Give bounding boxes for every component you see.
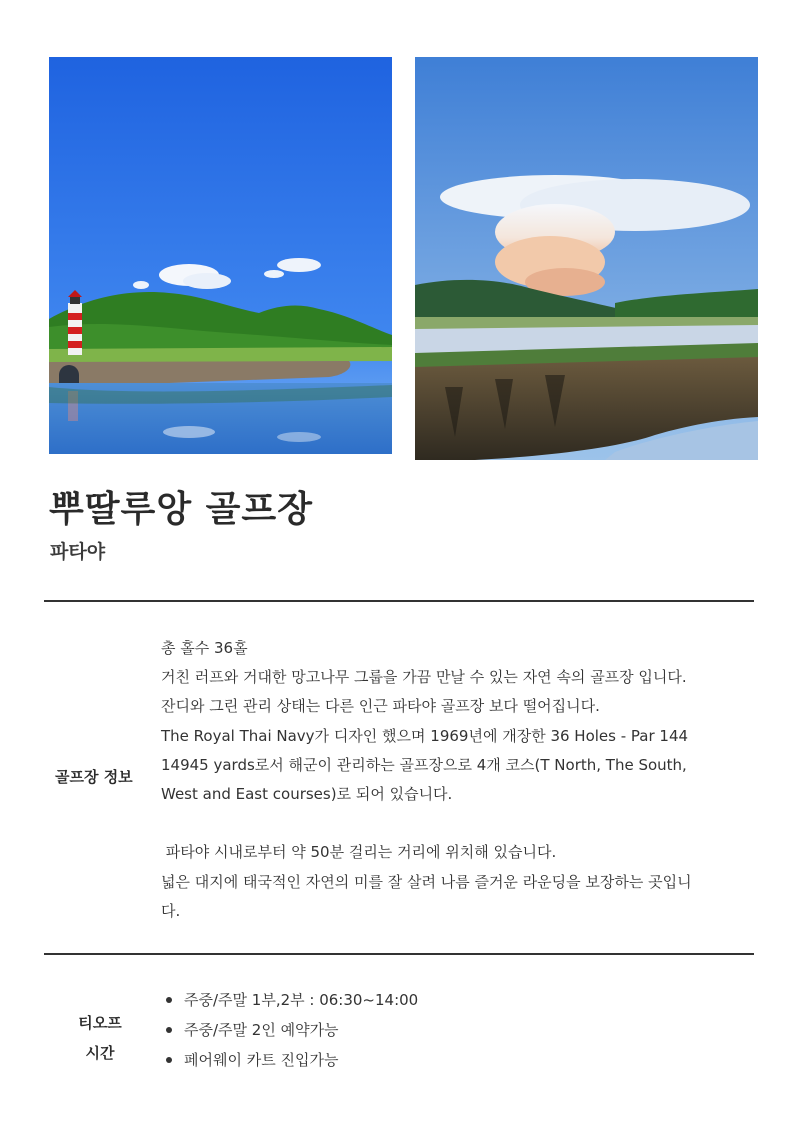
section-divider-top bbox=[44, 600, 754, 602]
teeoff-item-text: 페어웨이 카트 진입가능 bbox=[184, 1051, 339, 1069]
course-info-label: 골프장 정보 bbox=[55, 768, 133, 786]
teeoff-info-list bbox=[164, 985, 418, 1075]
info-line: 거친 러프와 거대한 망고나무 그룹을 가끔 만날 수 있는 자연 속의 골프장 입니다. bbox=[161, 668, 687, 687]
info-line: West and East courses)로 되어 있습니다. bbox=[161, 785, 453, 804]
section-divider-bottom bbox=[44, 953, 754, 955]
info-blank-line bbox=[161, 809, 751, 838]
info-line: 14945 yards로서 해군이 관리하는 골프장으로 4개 코스(T North, The South, bbox=[161, 755, 687, 774]
teeoff-item-text: 주중/주말 1부,2부 : 06:30~14:00 bbox=[184, 991, 419, 1009]
bullet-icon bbox=[166, 1057, 172, 1063]
info-line: 잔디와 그린 관리 상태는 다른 인근 파타야 골프장 보다 떨어집니다. bbox=[161, 697, 600, 716]
lighthouse-scene-image bbox=[49, 57, 392, 454]
page-subtitle-location: 파타야 bbox=[50, 541, 106, 563]
info-line: 넓은 대지에 태국적인 자연의 미를 잘 살려 나름 즐거운 라운딩을 보장하는 곳입니 bbox=[161, 872, 692, 891]
page-title: 뿌딸루앙 골프장 bbox=[49, 489, 313, 530]
golf-course-lake-photo bbox=[415, 57, 758, 460]
list-item bbox=[164, 1015, 418, 1045]
info-line: 총 홀수 36홀 bbox=[161, 639, 248, 657]
lake-cloud-scene-image bbox=[415, 57, 758, 460]
teeoff-item-text: 주중/주말 2인 예약가능 bbox=[184, 1021, 339, 1039]
bullet-icon bbox=[166, 1027, 172, 1033]
teeoff-label-line1: 티오프 bbox=[78, 1014, 122, 1032]
info-line: 다. bbox=[161, 901, 181, 920]
teeoff-label-line2: 시간 bbox=[85, 1044, 115, 1062]
list-item bbox=[164, 1045, 418, 1075]
bullet-icon bbox=[166, 997, 172, 1003]
course-info-text bbox=[161, 634, 751, 926]
info-line: The Royal Thai Navy가 디자인 했으며 1969년에 개장한 36 Holes - Par 144 bbox=[161, 726, 689, 745]
teeoff-time-label bbox=[70, 1008, 130, 1068]
list-item bbox=[164, 985, 418, 1015]
golf-course-lighthouse-photo bbox=[49, 57, 392, 454]
info-line: 파타야 시내로부터 약 50분 걸리는 거리에 위치해 있습니다. bbox=[161, 843, 557, 862]
